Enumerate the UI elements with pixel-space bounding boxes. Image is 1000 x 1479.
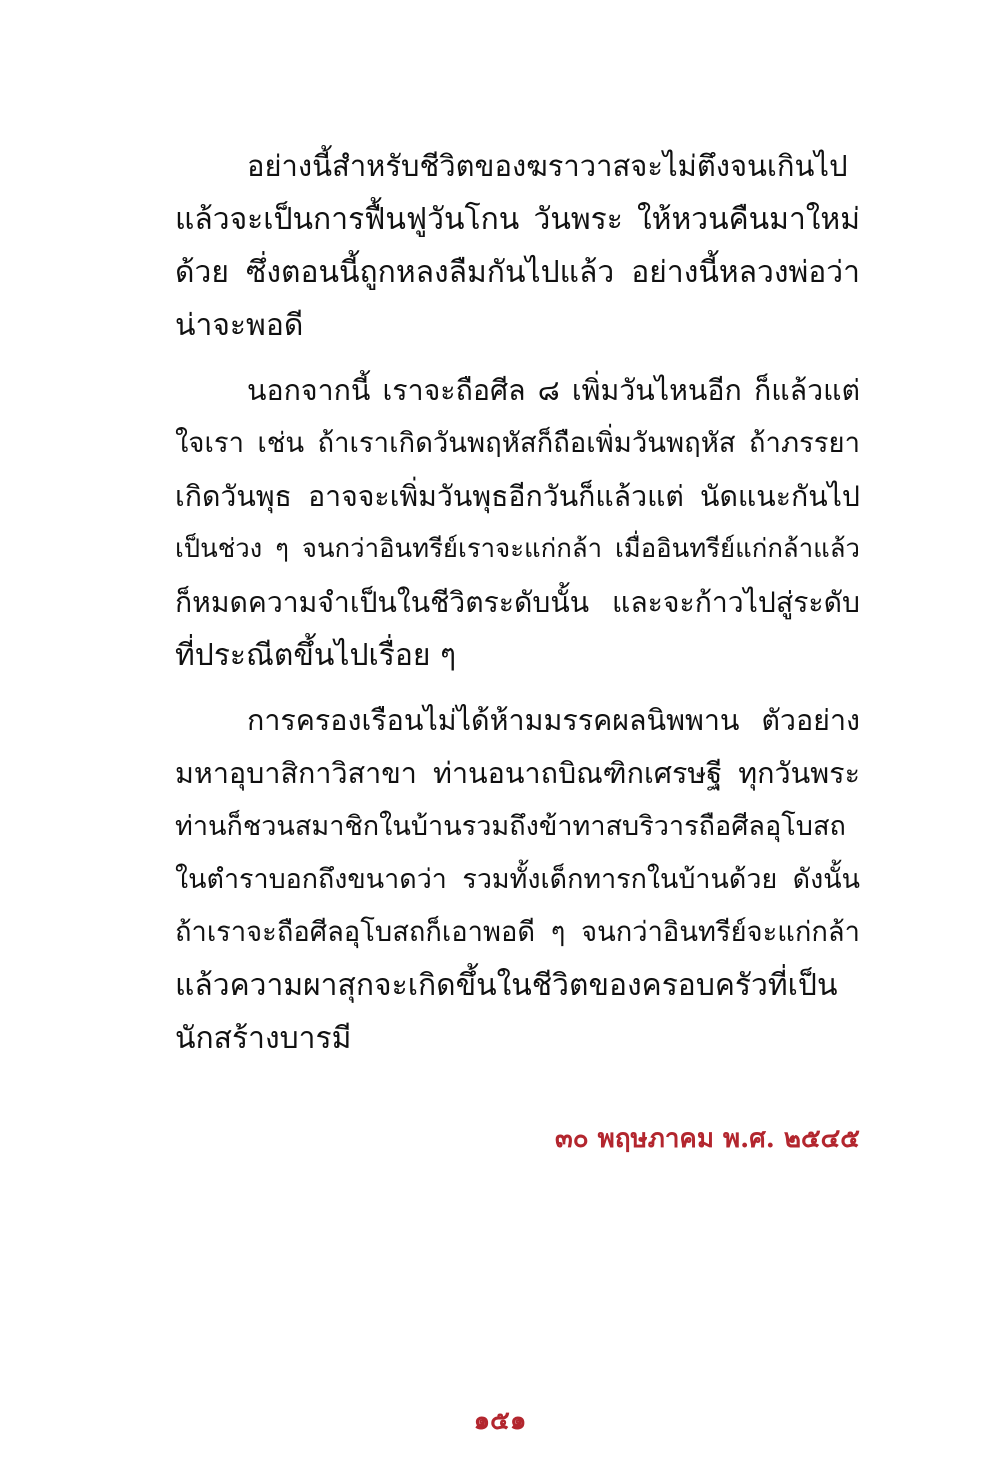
paragraph-line: ก็หมดความจำเป็นในชีวิตระดับนั้น และจะก้าวไปสู่ระดับ bbox=[175, 586, 860, 619]
paragraph-line: การครองเรือนไม่ได้ห้ามมรรคผลนิพพาน ตัวอย่าง bbox=[247, 703, 860, 737]
paragraph-line: นอกจากนี้ เราจะถือศีล ๘ เพิ่มวันไหนอีก ก็แล้วแต่ bbox=[247, 374, 860, 407]
paragraph-line: ในตำราบอกถึงขนาดว่า รวมทั้งเด็กทารกในบ้านด้วย ดังนั้น bbox=[175, 864, 860, 895]
paragraph-line: เกิดวันพุธ อาจจะเพิ่มวันพุธอีกวันก็แล้วแต่ นัดแนะกันไป bbox=[175, 480, 860, 513]
paragraph-line: ที่ประณีตขึ้นไปเรื่อย ๆ bbox=[175, 638, 457, 673]
page-number: ๑๕๑ bbox=[473, 1406, 527, 1436]
paragraph-1 bbox=[175, 140, 860, 352]
paragraph-line: แล้วความผาสุกจะเกิดขึ้นในชีวิตของครอบครัวที่เป็น bbox=[175, 968, 838, 1003]
date-signature: ๓๐ พฤษภาคม พ.ศ. ๒๕๔๕ bbox=[554, 1124, 860, 1154]
paragraph-line: เป็นช่วง ๆ จนกว่าอินทรีย์เราจะแก่กล้า เมื่ออินทรีย์แก่กล้าแล้ว bbox=[175, 534, 860, 564]
paragraph-3 bbox=[175, 694, 860, 1065]
body-text bbox=[175, 140, 860, 1077]
paragraph-line: มหาอุบาสิกาวิสาขา ท่านอนาถบิณฑิกเศรษฐี ทุกวันพระ bbox=[175, 756, 860, 790]
paragraph-2 bbox=[175, 364, 860, 682]
paragraph-line: น่าจะพอดี bbox=[175, 308, 304, 343]
paragraph-line: อย่างนี้สำหรับชีวิตของฆราวาสจะไม่ตึงจนเกินไป bbox=[247, 149, 848, 183]
paragraph-line: ท่านก็ชวนสมาชิกในบ้านรวมถึงข้าทาสบริวารถือศีลอุโบสถ bbox=[175, 811, 846, 842]
paragraph-line: ถ้าเราจะถือศีลอุโบสถก็เอาพอดี ๆ จนกว่าอินทรีย์จะแก่กล้า bbox=[175, 917, 860, 948]
paragraph-line: ใจเรา เช่น ถ้าเราเกิดวันพฤหัสก็ถือเพิ่มวันพฤหัส ถ้าภรรยา bbox=[175, 428, 860, 459]
paragraph-line: ด้วย ซึ่งตอนนี้ถูกหลงลืมกันไปแล้ว อย่างนี้หลวงพ่อว่า bbox=[175, 255, 860, 290]
paragraph-line: แล้วจะเป็นการฟื้นฟูวันโกน วันพระ ให้หวนคืนมาใหม่ bbox=[175, 202, 860, 237]
paragraph-line: นักสร้างบารมี bbox=[175, 1021, 352, 1056]
